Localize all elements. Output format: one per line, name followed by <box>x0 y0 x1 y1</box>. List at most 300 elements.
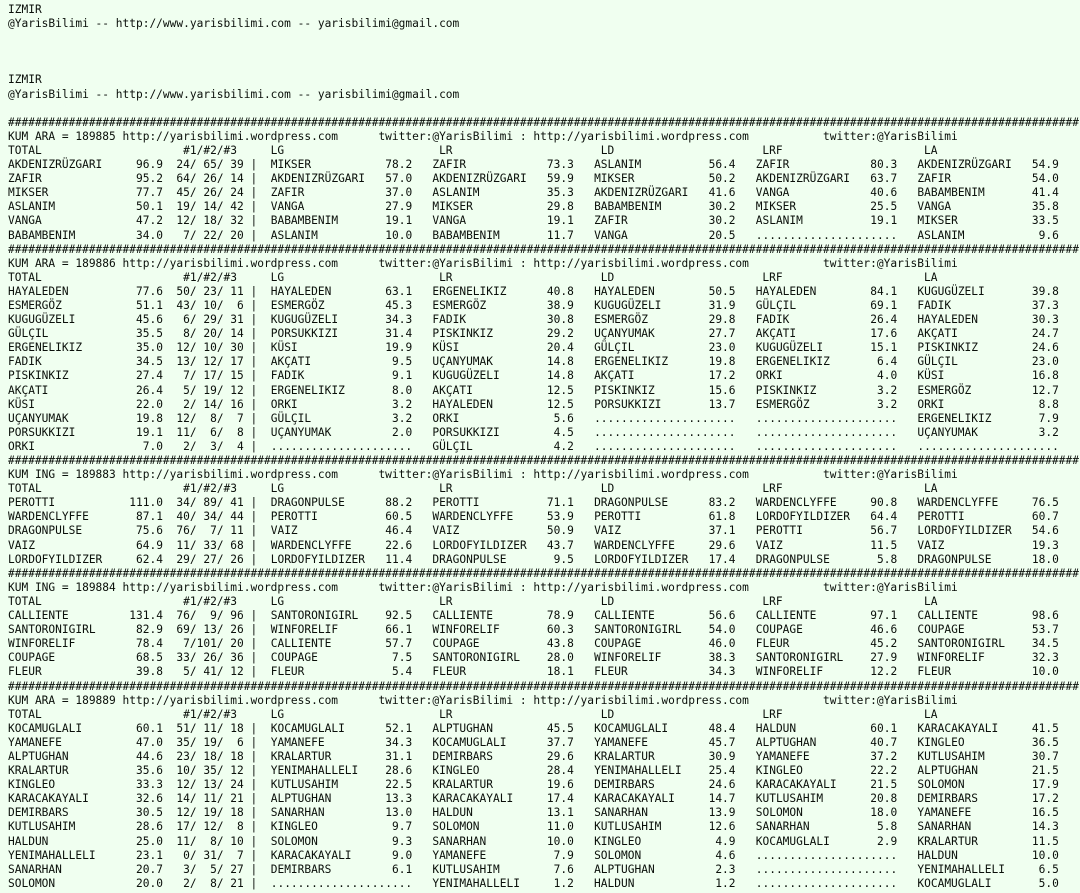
la-name: ORKI <box>917 397 1032 411</box>
lrf-empty: ..................... <box>755 439 918 453</box>
column-separator: | <box>243 651 271 665</box>
placings: 35/ 19/ 6 <box>162 735 244 749</box>
lr-name: WARDENCLYFFE <box>432 510 547 524</box>
ld-name: KUTLUSAHIM <box>594 820 709 834</box>
lg-value: 60.5 <box>385 510 433 524</box>
ld-name: UÇANYUMAK <box>594 327 709 341</box>
lg-value: 11.4 <box>385 552 433 566</box>
la-name: AKÇATI <box>917 327 1032 341</box>
placings: 5/ 41/ 12 <box>162 665 244 679</box>
column-header-row: TOTAL #1/#2/#3 LG LR LD LRF LA <box>8 594 938 608</box>
column-separator: | <box>243 834 271 848</box>
placings: 11/ 6/ 8 <box>162 425 244 439</box>
column-separator: | <box>243 848 271 862</box>
lg-name: KRALARTUR <box>270 749 386 763</box>
ld-name: FLEUR <box>594 665 709 679</box>
la-name: VAIZ <box>917 538 1032 552</box>
lrf-name: DRAGONPULSE <box>755 552 871 566</box>
horse-name: HAYALEDEN <box>8 284 123 298</box>
table-row <box>8 651 1080 665</box>
lg-name: PEROTTI <box>270 510 386 524</box>
lrf-value: 46.6 <box>870 623 918 637</box>
lg-value: 13.3 <box>385 792 433 806</box>
placings: 43/ 10/ 6 <box>162 298 244 312</box>
ld-value: 13.7 <box>708 397 756 411</box>
lrf-name: SANARHAN <box>755 820 871 834</box>
column-header-row: TOTAL #1/#2/#3 LG LR LD LRF LA <box>8 707 938 721</box>
lrf-name: YAMANEFE <box>755 749 871 763</box>
lg-name: ALPTUGHAN <box>270 792 386 806</box>
lrf-name: GÜLÇIL <box>755 298 871 312</box>
lrf-value: 12.2 <box>870 665 918 679</box>
lg-name: FADIK <box>270 369 386 383</box>
table-title: KUM ARA = 189889 http://yarisbilimi.wordpress.com twitter:@YarisBilimi : http://yarisbilimi.wordpress.com twitter:@YarisBilimi <box>8 693 958 707</box>
lr-name: MIKSER <box>432 200 547 214</box>
lg-value: 31.4 <box>385 327 433 341</box>
lg-name: YENIMAHALLELI <box>270 764 386 778</box>
lrf-name: KUGUGÜZELI <box>755 341 871 355</box>
ld-value: 54.0 <box>708 623 756 637</box>
blank-line <box>8 102 1080 116</box>
la-name: FLEUR <box>917 665 1032 679</box>
ld-name: ESMERGÖZ <box>594 313 709 327</box>
lr-value: 9.5 <box>546 552 595 566</box>
placings: 19/ 14/ 42 <box>162 200 244 214</box>
lg-value: 88.2 <box>385 496 433 510</box>
column-header-row: TOTAL #1/#2/#3 LG LR LD LRF LA <box>8 143 938 157</box>
placings: 2/ 14/ 16 <box>162 397 244 411</box>
column-separator: | <box>243 298 271 312</box>
la-name: KARACAKAYALI <box>917 721 1032 735</box>
horse-name: KINGLEO <box>8 778 123 792</box>
lrf-name: PISKINKIZ <box>755 383 871 397</box>
lr-value: 45.5 <box>546 721 595 735</box>
column-separator: | <box>243 411 271 425</box>
ld-value: 31.9 <box>708 298 756 312</box>
lg-name: KARACAKAYALI <box>270 848 386 862</box>
lg-value: 9.7 <box>385 820 433 834</box>
lr-name: SANARHAN <box>432 834 547 848</box>
ld-name: PORSUKKIZI <box>594 397 709 411</box>
ld-name: HAYALEDEN <box>594 284 709 298</box>
total-value: 19.1 <box>122 425 163 439</box>
lg-name: SANARHAN <box>270 806 386 820</box>
blank-line <box>8 45 1080 59</box>
la-value: 16.8 <box>1031 369 1080 383</box>
ld-value: 1.2 <box>708 876 756 890</box>
table-row <box>8 524 1080 538</box>
column-separator: | <box>243 806 271 820</box>
horse-name: MIKSER <box>8 186 123 200</box>
table-row <box>8 172 1080 186</box>
la-value: 5.0 <box>1031 876 1080 890</box>
lg-value: 13.0 <box>385 806 433 820</box>
placings: 7/101/ 20 <box>162 637 244 651</box>
table-row <box>8 229 1080 243</box>
horse-name: PORSUKKIZI <box>8 425 123 439</box>
lrf-value: 25.5 <box>870 200 918 214</box>
ld-value: 56.4 <box>708 158 756 172</box>
lg-name: LORDOFYILDIZER <box>270 552 386 566</box>
lg-name: KOCAMUGLALI <box>270 721 386 735</box>
table-row <box>8 426 1080 440</box>
lg-value: 7.5 <box>385 651 433 665</box>
lr-name: KARACAKAYALI <box>432 792 547 806</box>
table-row <box>8 313 1080 327</box>
lr-name: KOCAMUGLALI <box>432 735 547 749</box>
la-value: 18.0 <box>1031 552 1080 566</box>
city-label: IZMIR <box>8 3 42 16</box>
lg-value: 8.0 <box>385 383 433 397</box>
ld-name: VAIZ <box>594 524 709 538</box>
horse-name: ORKI <box>8 439 123 453</box>
placings: 6/ 29/ 31 <box>162 313 244 327</box>
table-row <box>8 750 1080 764</box>
column-separator: | <box>243 510 271 524</box>
total-value: 28.6 <box>122 820 163 834</box>
la-value: 10.0 <box>1031 848 1080 862</box>
ld-value: 15.6 <box>708 383 756 397</box>
ld-value: 61.8 <box>708 510 756 524</box>
column-separator: | <box>243 524 271 538</box>
lg-value: 19.9 <box>385 341 433 355</box>
la-value: 32.3 <box>1031 651 1080 665</box>
lrf-name: SANTORONIGIRL <box>755 651 871 665</box>
lg-name: YAMANEFE <box>270 735 386 749</box>
city-label-repeat: IZMIR <box>8 73 42 87</box>
table-row <box>8 299 1080 313</box>
placings: 12/ 8/ 7 <box>162 411 244 425</box>
lrf-empty: ..................... <box>755 228 918 242</box>
table-row <box>8 849 1080 863</box>
column-separator: | <box>243 538 271 552</box>
stats-tables <box>8 116 1080 891</box>
la-name: PISKINKIZ <box>917 341 1032 355</box>
ld-empty: ..................... <box>594 425 756 439</box>
ld-name: BABAMBENIM <box>594 200 709 214</box>
la-value: 9.6 <box>1031 228 1080 242</box>
lg-name: KUGUGÜZELI <box>270 313 386 327</box>
ld-name: SANARHAN <box>594 806 709 820</box>
total-value: 27.4 <box>122 369 163 383</box>
horse-name: KÜSI <box>8 397 123 411</box>
table-row <box>8 186 1080 200</box>
lr-value: 30.8 <box>546 313 595 327</box>
lg-value: 19.1 <box>385 214 433 228</box>
la-value: 54.0 <box>1031 172 1080 186</box>
la-name: KRALARTUR <box>917 834 1032 848</box>
lrf-empty: ..................... <box>755 425 918 439</box>
lr-name: DRAGONPULSE <box>432 552 547 566</box>
total-value: 30.5 <box>122 806 163 820</box>
column-separator: | <box>243 665 271 679</box>
total-value: 20.0 <box>122 876 163 890</box>
lg-name: GÜLÇIL <box>270 411 386 425</box>
lg-name: AKDENIZRÜZGARI <box>270 172 386 186</box>
placings: 12/ 18/ 32 <box>162 214 244 228</box>
horse-name: ZAFIR <box>8 172 123 186</box>
table-row <box>8 412 1080 426</box>
ld-name: ERGENELIKIZ <box>594 355 709 369</box>
lg-value: 9.1 <box>385 369 433 383</box>
lr-name: GÜLÇIL <box>432 439 547 453</box>
lr-value: 78.9 <box>546 609 595 623</box>
ld-name: AKÇATI <box>594 369 709 383</box>
table-row <box>8 369 1080 383</box>
la-name: HAYALEDEN <box>917 313 1032 327</box>
lg-value: 10.0 <box>385 228 433 242</box>
column-separator: | <box>243 284 271 298</box>
lr-value: 29.6 <box>546 749 595 763</box>
table-row <box>8 496 1080 510</box>
lg-value: 22.5 <box>385 778 433 792</box>
horse-name: ERGENELIKIZ <box>8 341 123 355</box>
table-row <box>8 665 1080 679</box>
lr-name: YENIMAHALLELI <box>432 876 547 890</box>
horse-name: YENIMAHALLELI <box>8 848 123 862</box>
horse-name: ESMERGÖZ <box>8 298 123 312</box>
column-separator: | <box>243 383 271 397</box>
column-separator: | <box>243 637 271 651</box>
lg-value: 28.6 <box>385 764 433 778</box>
la-value: 19.3 <box>1031 538 1080 552</box>
column-separator: | <box>243 186 271 200</box>
placings: 76/ 7/ 11 <box>162 524 244 538</box>
section-divider: ############################################################################################################################################################### <box>8 454 1079 467</box>
placings: 45/ 26/ 24 <box>162 186 244 200</box>
column-separator: | <box>243 749 271 763</box>
la-name: KUTLUSAHIM <box>917 749 1032 763</box>
ld-value: 4.6 <box>708 848 756 862</box>
lr-name: PORSUKKIZI <box>432 425 547 439</box>
horse-name: AKDENIZRÜZGARI <box>8 158 123 172</box>
lrf-name: ZAFIR <box>755 158 871 172</box>
lrf-name: VANGA <box>755 186 871 200</box>
table-row <box>8 158 1080 172</box>
ld-name: WINFORELIF <box>594 651 709 665</box>
placings: 7/ 17/ 15 <box>162 369 244 383</box>
table-row <box>8 806 1080 820</box>
ld-value: 2.3 <box>708 862 756 876</box>
column-separator: | <box>243 623 271 637</box>
ld-value: 27.7 <box>708 327 756 341</box>
la-name: HALDUN <box>917 848 1032 862</box>
lg-name: KINGLEO <box>270 820 386 834</box>
lrf-name: FADIK <box>755 313 871 327</box>
total-value: 64.9 <box>122 538 163 552</box>
la-value: 76.5 <box>1031 496 1080 510</box>
lrf-empty: ..................... <box>755 848 918 862</box>
lr-value: 40.8 <box>546 284 595 298</box>
column-separator: | <box>243 764 271 778</box>
ld-value: 4.9 <box>708 834 756 848</box>
ld-name: CALLIENTE <box>594 609 709 623</box>
lr-name: LORDOFYILDIZER <box>432 538 547 552</box>
lr-value: 14.8 <box>546 369 595 383</box>
lr-value: 37.7 <box>546 735 595 749</box>
lr-name: FADIK <box>432 313 547 327</box>
lr-name: KUGUGÜZELI <box>432 369 547 383</box>
lg-value: 46.4 <box>385 524 433 538</box>
total-value: 96.9 <box>122 158 163 172</box>
lg-name: VANGA <box>270 200 386 214</box>
lg-name: SOLOMON <box>270 834 386 848</box>
ld-name: YENIMAHALLELI <box>594 764 709 778</box>
lg-name: ASLANIM <box>270 228 386 242</box>
lr-name: DEMIRBARS <box>432 749 547 763</box>
lr-value: 4.2 <box>546 439 595 453</box>
lrf-name: ALPTUGHAN <box>755 735 871 749</box>
table-row <box>8 327 1080 341</box>
lr-name: BABAMBENIM <box>432 228 547 242</box>
lrf-value: 11.5 <box>870 538 918 552</box>
lrf-name: AKÇATI <box>755 327 871 341</box>
lg-name: SANTORONIGIRL <box>270 609 386 623</box>
placings: 17/ 12/ 8 <box>162 820 244 834</box>
lr-value: 60.3 <box>546 623 595 637</box>
total-value: 60.1 <box>122 721 163 735</box>
table-row <box>8 553 1080 567</box>
la-name: BABAMBENIM <box>917 186 1032 200</box>
column-separator: | <box>243 214 271 228</box>
lr-name: COUPAGE <box>432 637 547 651</box>
lr-name: VAIZ <box>432 524 547 538</box>
table-row <box>8 764 1080 778</box>
column-separator: | <box>243 341 271 355</box>
la-value: 35.8 <box>1031 200 1080 214</box>
la-empty: ..................... <box>917 439 1080 453</box>
column-separator: | <box>243 552 271 566</box>
horse-name: HALDUN <box>8 834 123 848</box>
total-value: 25.0 <box>122 834 163 848</box>
la-value: 10.0 <box>1031 665 1080 679</box>
placings: 13/ 12/ 17 <box>162 355 244 369</box>
placings: 50/ 23/ 11 <box>162 284 244 298</box>
table-row <box>8 820 1080 834</box>
la-value: 3.2 <box>1031 425 1080 439</box>
la-name: ESMERGÖZ <box>917 383 1032 397</box>
column-separator: | <box>243 172 271 186</box>
lrf-value: 90.8 <box>870 496 918 510</box>
ld-value: 19.8 <box>708 355 756 369</box>
total-value: 77.6 <box>122 284 163 298</box>
lrf-value: 27.9 <box>870 651 918 665</box>
lr-name: KÜSI <box>432 341 547 355</box>
lr-value: 73.3 <box>546 158 595 172</box>
placings: 12/ 19/ 18 <box>162 806 244 820</box>
column-separator: | <box>243 228 271 242</box>
lrf-name: KINGLEO <box>755 764 871 778</box>
ld-name: KRALARTUR <box>594 749 709 763</box>
lrf-name: SOLOMON <box>755 806 871 820</box>
table-row <box>8 384 1080 398</box>
lg-value: 2.0 <box>385 425 433 439</box>
ld-value: 24.6 <box>708 778 756 792</box>
la-name: GÜLÇIL <box>917 355 1032 369</box>
horse-name: PISKINKIZ <box>8 369 123 383</box>
lr-value: 18.1 <box>546 665 595 679</box>
placings: 11/ 33/ 68 <box>162 538 244 552</box>
lg-name: KÜSI <box>270 341 386 355</box>
lrf-value: 40.7 <box>870 735 918 749</box>
lg-value: 27.9 <box>385 200 433 214</box>
ld-value: 83.2 <box>708 496 756 510</box>
total-value: 51.1 <box>122 298 163 312</box>
ld-value: 50.5 <box>708 284 756 298</box>
table-row <box>8 609 1080 623</box>
lrf-value: 56.7 <box>870 524 918 538</box>
horse-name: AKÇATI <box>8 383 123 397</box>
total-value: 26.4 <box>122 383 163 397</box>
lg-name: VAIZ <box>270 524 386 538</box>
lr-value: 28.0 <box>546 651 595 665</box>
ld-value: 12.6 <box>708 820 756 834</box>
lr-value: 20.4 <box>546 341 595 355</box>
lr-name: ALPTUGHAN <box>432 721 547 735</box>
ld-value: 46.0 <box>708 637 756 651</box>
la-name: KOCAMUGLALI <box>917 876 1032 890</box>
lr-value: 13.1 <box>546 806 595 820</box>
ld-value: 17.2 <box>708 369 756 383</box>
ld-value: 56.6 <box>708 609 756 623</box>
lr-name: PISKINKIZ <box>432 327 547 341</box>
lg-name: ZAFIR <box>270 186 386 200</box>
lrf-value: 63.7 <box>870 172 918 186</box>
lr-name: ESMERGÖZ <box>432 298 547 312</box>
table-row <box>8 637 1080 651</box>
lg-name: ERGENELIKIZ <box>270 383 386 397</box>
la-value: 17.9 <box>1031 778 1080 792</box>
lr-name: SANTORONIGIRL <box>432 651 547 665</box>
ld-name: WARDENCLYFFE <box>594 538 709 552</box>
placings: 33/ 26/ 36 <box>162 651 244 665</box>
contact-line-repeat: @YarisBilimi -- http://www.yarisbilimi.com -- yarisbilimi@gmail.com <box>8 87 460 101</box>
lg-value: 37.0 <box>385 186 433 200</box>
la-value: 6.5 <box>1031 862 1080 876</box>
la-name: KINGLEO <box>917 735 1032 749</box>
column-separator: | <box>243 778 271 792</box>
total-value: 77.7 <box>122 186 163 200</box>
horse-name: KRALARTUR <box>8 764 123 778</box>
column-separator: | <box>243 313 271 327</box>
placings: 12/ 13/ 24 <box>162 778 244 792</box>
total-value: 75.6 <box>122 524 163 538</box>
placings: 2/ 3/ 4 <box>162 439 244 453</box>
lr-value: 59.9 <box>546 172 595 186</box>
table-row <box>8 835 1080 849</box>
lg-value: 22.6 <box>385 538 433 552</box>
table-title: KUM ING = 189883 http://yarisbilimi.wordpress.com twitter:@YarisBilimi : http://yarisbilimi.wordpress.com twitter:@YarisBilimi <box>8 468 958 482</box>
lg-name: UÇANYUMAK <box>270 425 386 439</box>
lrf-name: KARACAKAYALI <box>755 778 871 792</box>
total-value: 35.0 <box>122 341 163 355</box>
la-value: 36.5 <box>1031 735 1080 749</box>
horse-name: DRAGONPULSE <box>8 524 123 538</box>
lg-name: ORKI <box>270 397 386 411</box>
placings: 8/ 20/ 14 <box>162 327 244 341</box>
la-name: WARDENCLYFFE <box>917 496 1032 510</box>
ld-name: ALPTUGHAN <box>594 862 709 876</box>
total-value: 87.1 <box>122 510 163 524</box>
horse-name: CALLIENTE <box>8 609 123 623</box>
la-name: SANTORONIGIRL <box>917 637 1032 651</box>
lg-empty: ..................... <box>270 439 433 453</box>
la-name: VANGA <box>917 200 1032 214</box>
placings: 11/ 8/ 10 <box>162 834 244 848</box>
horse-name: FLEUR <box>8 665 123 679</box>
total-value: 68.5 <box>122 651 163 665</box>
la-name: KUGUGÜZELI <box>917 284 1032 298</box>
